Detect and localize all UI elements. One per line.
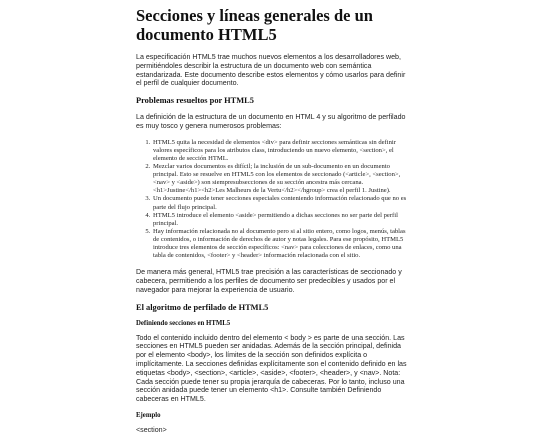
problems-closing-paragraph: De manera más general, HTML5 trae precisión a las características de seccionado y cabecera, permitiendo a los perfiles de documento ser predecibles y usados por el navegador para mejorar la experiencia de usuario. — [136, 268, 402, 294]
list-item: 3. Un documento puede tener secciones especiales conteniendo información relacionado que no es parte del flujo principal. — [152, 195, 408, 211]
page-title: Secciones y líneas generales de un documento HTML5 — [136, 6, 373, 44]
list-item: 2. Mezclar varios documentos es difícil; la inclusión de un sub-documento en un documento principal. Esto se resuelve en HTML5 con los elementos de seccionado (<article>, <section>, <nav> y <aside>) son siempresubsecciones de su sección ancestra más cercana. <h1>Justine</h1><h2>Les Malheurs de la Vertu</h2></hgroup> crea el perfil 1. Justine). — [152, 163, 408, 195]
intro-paragraph: La especificación HTML5 trae muchos nuevos elementos a los desarrolladores web, permitiéndoles describir la estructura de un documento web con semántica estandarizada. Este documento describe estos elementos y cómo usarlos para definir el perfil de cualquier documento. — [136, 53, 406, 88]
list-item: 1. HTML5 quita la necesidad de elementos <div> para definir secciones semánticas sin definir valores específicos para los atributos class, introduciendo un nuevo elemento, <section>, el elemento de sección HTML. — [152, 139, 408, 163]
example-code: <section> — [136, 425, 167, 434]
list-item: 4. HTML5 introduce el elemento <aside> permitiendo a dichas secciones no ser parte del perfil principal. — [152, 212, 408, 228]
section-heading-problems: Problemas resueltos por HTML5 — [136, 96, 254, 106]
defining-sections-paragraph: Todo el contenido incluido dentro del elemento < body > es parte de una sección. Las secciones en HTML5 pueden ser anidadas. Además de la sección principal, definida por el elemento <body>, los límites de la sección son definidos explícita o implícitamente. La secciones definidas explícitamente son el contenido definido en las etiquetas <body>, <section>, <article>, <aside>, <footer>, <header>, y <nav>. Nota: Cada sección puede tener su propia jerarquía de cabeceras. Por lo tanto, incluso una sección anidada puede tener un elemento <h1>. Consulte también Definiendo cabeceras en HTML5. — [136, 333, 407, 404]
section-heading-algorithm: El algoritmo de perfilado de HTML5 — [136, 302, 269, 312]
problems-lead-paragraph: La definición de la estructura de un documento en HTML 4 y su algoritmo de perfilado es muy tosco y genera numerosos problemas: — [136, 113, 406, 130]
example-heading: Ejemplo — [136, 411, 161, 419]
subsection-heading-defining: Definiendo secciones en HTML5 — [136, 319, 231, 327]
problems-list — [136, 139, 408, 260]
list-item: 5. Hay información relacionada no al documento pero si al sitio entero, como logos, menús, tablas de contenidos, o información de derechos de autor y notas legales. Para ese propósito, HTML5 introduce tres elementos de sección específicos: <nav> para colecciones de enlaces, como una tabla de contenidos, <footer> y <header> información relacionada con el sitio. — [152, 228, 408, 260]
content-column — [136, 6, 408, 435]
